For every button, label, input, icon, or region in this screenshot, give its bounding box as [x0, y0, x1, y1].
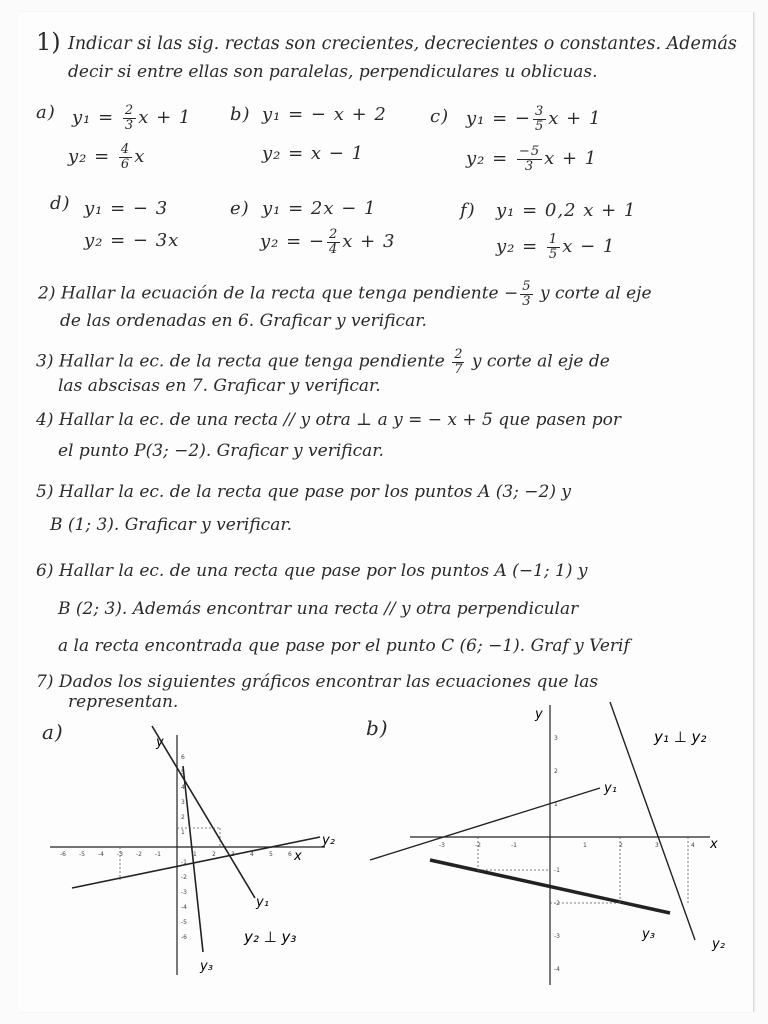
problem-6-line1: 6) Hallar la ec. de una recta que pase por los puntos A (−1; 1) y [36, 561, 588, 581]
item-b-y2: y₂ = x − 1 [262, 143, 365, 164]
problem-4-line1: 4) Hallar la ec. de una recta // y otra ⊥ a y = − x + 5 que pasen por [36, 410, 621, 430]
graph-b [360, 700, 750, 990]
graph-b-y-tick: -2 [554, 900, 560, 907]
problem-2-line1: 2) Hallar la ecuación de la recta que tenga pendiente − $\frac{5}{3}$ y corte al eje [38, 279, 652, 309]
item-d-y2: y₂ = − 3x [84, 230, 180, 251]
graph-a-x-tick: 2 [212, 851, 216, 858]
graph-a-x-tick: 4 [250, 851, 254, 858]
graph-a-y-tick: -5 [181, 919, 187, 926]
graph-a-y-tick: 2 [181, 814, 185, 821]
graph-b-y-tick: -4 [554, 966, 560, 973]
graph-a-x-tick: 5 [269, 851, 273, 858]
item-e-y1: y₁ = 2x − 1 [262, 198, 377, 219]
graph-a-x-tick: 6 [288, 851, 292, 858]
problem-7-line1: 7) Dados los siguientes gráficos encontrar las ecuaciones que las [36, 672, 599, 692]
graph-a-label-y3: y₃ [200, 959, 213, 974]
graph-b-note: y₁ ⊥ y₂ [654, 728, 707, 746]
item-a-label: a) [36, 102, 56, 123]
problem-6-line3: a la recta encontrada que pase por el punto C (6; −1). Graf y Verif [58, 636, 630, 656]
graph-a-x-tick: 1 [193, 851, 197, 858]
graph-b-x-tick: 4 [691, 842, 695, 849]
graph-a-y-tick: 1 [181, 829, 185, 836]
item-c-label: c) [430, 106, 450, 127]
graph-a-y-tick: 6 [181, 754, 185, 761]
graph-a-y-axis-label: y [156, 735, 164, 750]
item-c-y2: y₂ = $\frac{-5}{3}$ x + 1 [466, 144, 598, 174]
item-a-y1: y₁ = $\frac{2}{3}$ x + 1 [72, 103, 192, 133]
graph-a-x-tick: -4 [98, 851, 104, 858]
graph-b-y-axis-label: y [535, 707, 543, 722]
problem-1-line2: decir si entre ellas son paralelas, perpendiculares u oblicuas. [68, 62, 598, 82]
graph-a-x-tick: -5 [79, 851, 85, 858]
graph-a-x-tick: -6 [60, 851, 66, 858]
problem-5-line1: 5) Hallar la ec. de la recta que pase por los puntos A (3; −2) y [36, 482, 572, 502]
problem-1-line1: Indicar si las sig. rectas son crecientes, decrecientes o constantes. Además [68, 34, 737, 54]
graph-b-label-y2: y₂ [712, 937, 725, 952]
item-d-label: d) [50, 193, 71, 214]
graph-b-x-tick: -1 [511, 842, 517, 849]
problem-1-number: 1) [36, 28, 61, 56]
graph-a-x-tick: -2 [136, 851, 142, 858]
graph-a-y-tick: -2 [181, 874, 187, 881]
problem-4-line2: el punto P(3; −2). Graficar y verificar. [58, 441, 384, 461]
graph-a-x-axis-label: x [294, 849, 302, 864]
problem-2-line2: de las ordenadas en 6. Graficar y verificar. [60, 311, 427, 331]
item-f-label: f) [460, 200, 476, 221]
graph-a-y-tick: 5 [181, 769, 185, 776]
item-e-y2: y₂ = − $\frac{2}{4}$ x + 3 [260, 227, 396, 257]
graph-a-y-tick: -6 [181, 934, 187, 941]
graph-b-x-tick: -3 [439, 842, 445, 849]
graph-b-x-axis-label: x [710, 837, 718, 852]
item-f-y1: y₁ = 0,2 x + 1 [496, 200, 637, 221]
graph-a-y-tick: 4 [181, 784, 185, 791]
graph-b-x-tick: -2 [475, 842, 481, 849]
graph-a-y-tick: -3 [181, 889, 187, 896]
graph-b-label: b) [366, 716, 389, 740]
graph-a-y-tick: -4 [181, 904, 187, 911]
graph-a-note: y₂ ⊥ y₃ [244, 928, 297, 946]
item-a-y2: y₂ = $\frac{4}{6}$ x [68, 142, 146, 172]
graph-a-label: a) [42, 720, 64, 744]
graph-a-y-tick: 3 [181, 799, 185, 806]
graph-b-x-tick: 3 [655, 842, 659, 849]
graph-a-label-y2: y₂ [322, 833, 335, 848]
graph-a [40, 720, 340, 980]
item-b-y1: y₁ = − x + 2 [262, 104, 387, 125]
graph-b-x-tick: 1 [583, 842, 587, 849]
item-f-y2: y₂ = $\frac{1}{5}$ x − 1 [496, 232, 616, 262]
graph-b-y-tick: -3 [554, 933, 560, 940]
problem-6-line2: B (2; 3). Además encontrar una recta // y otra perpendicular [58, 599, 579, 619]
problem-3-line1: 3) Hallar la ec. de la recta que tenga pendiente $\frac{2}{7}$ y corte al eje de [36, 347, 610, 377]
problem-7-line2: representan. [68, 692, 179, 712]
graph-b-y-tick: 3 [554, 735, 558, 742]
item-d-y1: y₁ = − 3 [84, 198, 169, 219]
graph-b-line-y1 [370, 788, 600, 860]
graph-a-line-y1 [152, 726, 255, 898]
graph-b-x-tick: 2 [619, 842, 623, 849]
graph-b-y-tick: 2 [554, 768, 558, 775]
graph-a-x-tick: 3 [231, 851, 235, 858]
graph-b-label-y1: y₁ [604, 781, 617, 796]
graph-b-y-tick: -1 [554, 867, 560, 874]
problem-3-line2: las abscisas en 7. Graficar y verificar. [58, 376, 381, 396]
graph-b-label-y3: y₃ [642, 927, 655, 942]
problem-5-line2: B (1; 3). Graficar y verificar. [50, 515, 292, 535]
item-b-label: b) [230, 104, 251, 125]
graph-a-x-tick: -1 [155, 851, 161, 858]
item-e-label: e) [230, 198, 250, 219]
graph-a-x-tick: -3 [117, 851, 123, 858]
item-c-y1: y₁ = − $\frac{3}{5}$ x + 1 [466, 104, 602, 134]
graph-a-label-y1: y₁ [256, 895, 269, 910]
graph-a-y-tick: -1 [181, 859, 187, 866]
graph-b-y-tick: 1 [554, 801, 558, 808]
